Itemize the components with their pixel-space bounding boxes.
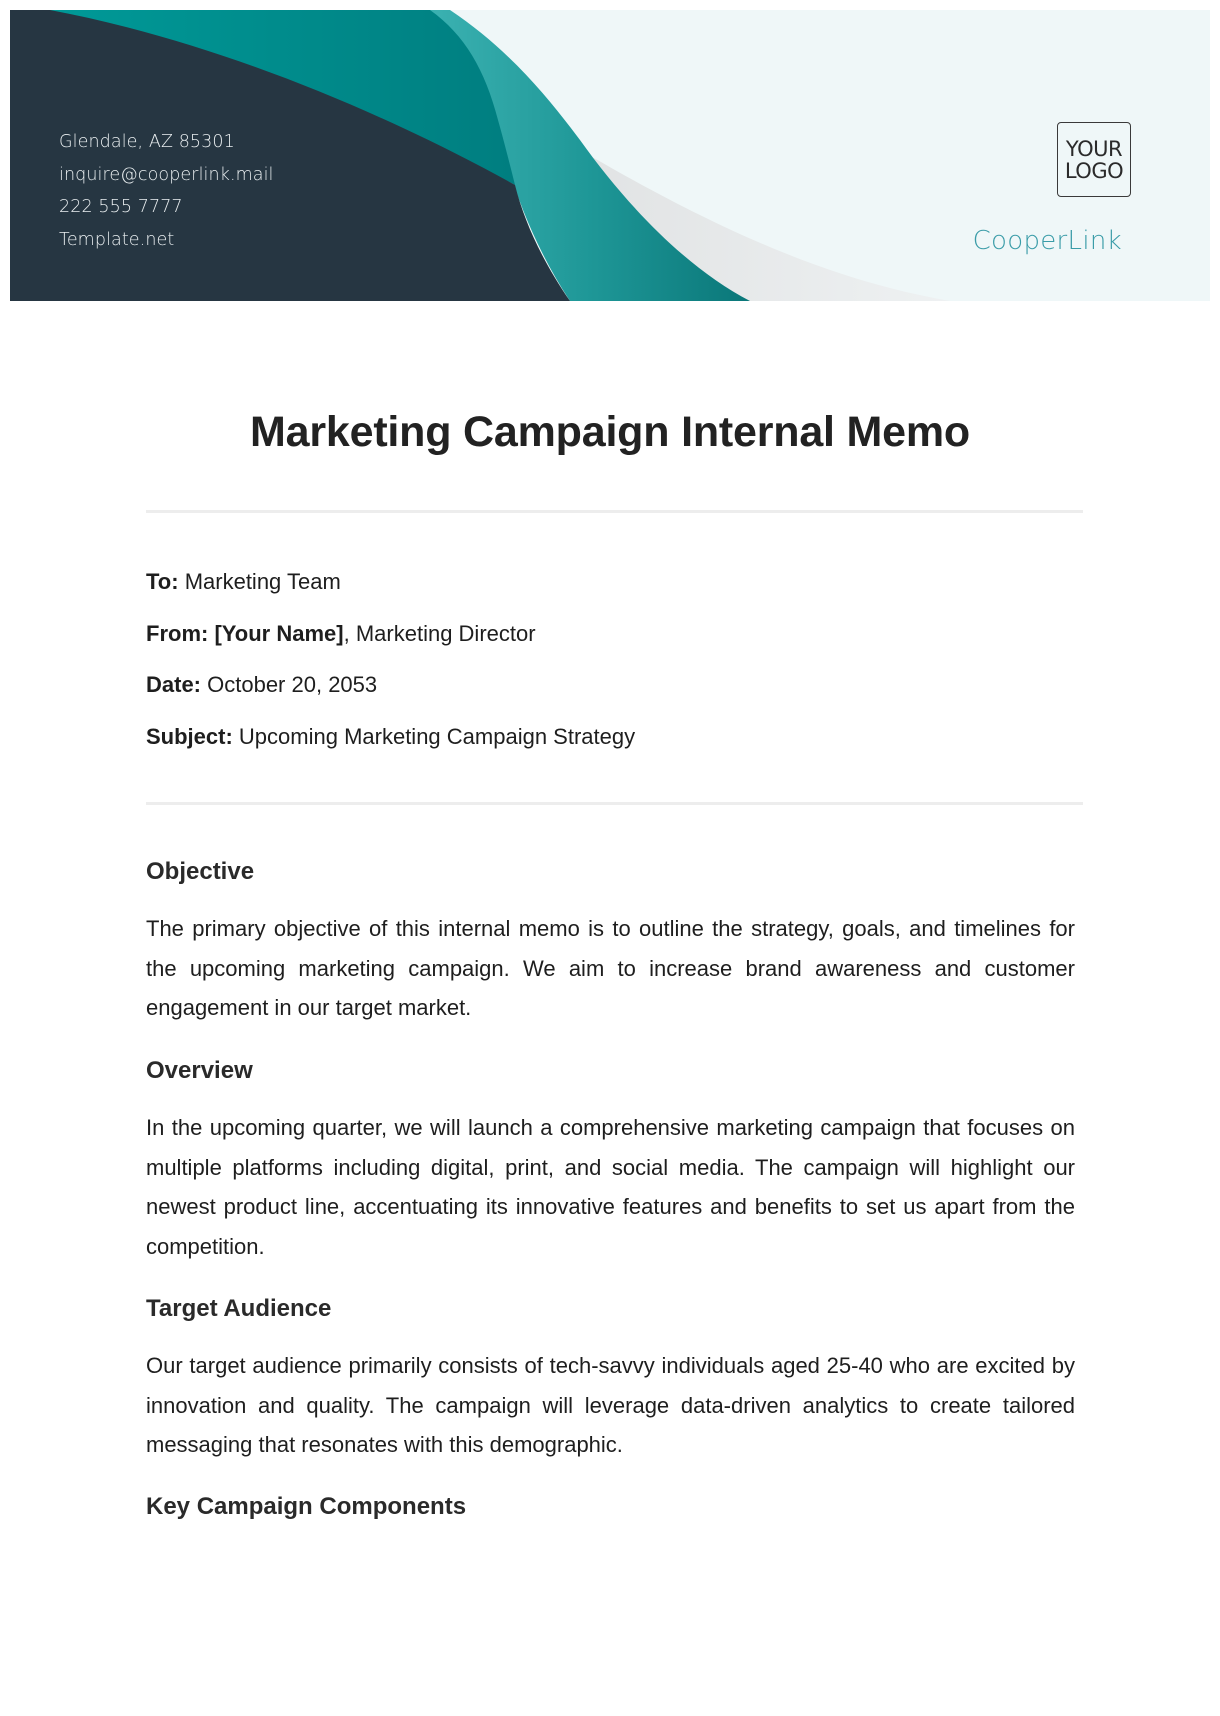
meta-from: [146, 620, 635, 672]
memo-meta: [146, 568, 635, 774]
contact-website[interactable]: Template.net: [59, 229, 175, 250]
section-overview: [146, 1056, 1075, 1266]
meta-date-label: Date:: [146, 672, 202, 697]
section-heading: Target Audience: [146, 1295, 332, 1322]
contact-email[interactable]: inquire@cooperlink.mail: [59, 164, 274, 185]
meta-date: [146, 671, 635, 723]
section-key-campaign-components: [146, 1492, 1075, 1522]
section-body: In the upcoming quarter, we will launch a comprehensive marketing campaign that focuses on multiple platforms including digital, print, and social media. The campaign will highlight our newest product line, accentuating its innovative features and benefits to set us apart from the competition.: [146, 1115, 1075, 1259]
meta-subject: [146, 723, 635, 775]
logo-text-line1: YOUR: [1065, 136, 1123, 161]
document-title: Marketing Campaign Internal Memo: [250, 408, 970, 456]
meta-to: [146, 568, 635, 620]
section-target-audience: [146, 1294, 1075, 1465]
meta-to-label: To:: [146, 569, 179, 594]
divider-bottom: [146, 802, 1083, 805]
meta-subject-value: Upcoming Marketing Campaign Strategy: [232, 723, 636, 749]
divider-top: [146, 510, 1083, 513]
company-name: CooperLink: [972, 226, 1122, 256]
meta-date-value: October 20, 2053: [201, 672, 378, 697]
letterhead-banner: [10, 10, 1210, 301]
contact-address: Glendale, AZ 85301: [59, 132, 235, 152]
meta-from-value: , Marketing Director: [343, 620, 536, 646]
section-body: Our target audience primarily consists of tech-savvy individuals aged 25-40 who are excited by innovation and quality. The campaign will leverage data-driven analytics to create tailored messaging that resonates with this demographic.: [146, 1353, 1075, 1457]
meta-subject-label: Subject:: [146, 723, 233, 749]
section-heading: Key Campaign Components: [146, 1493, 467, 1520]
meta-from-label: From: [Your Name]: [146, 620, 344, 646]
logo-text-line2: LOGO: [1064, 158, 1124, 183]
contact-phone: 222 555 7777: [59, 197, 183, 217]
section-heading: Objective: [146, 858, 255, 885]
section-heading: Overview: [146, 1057, 253, 1084]
logo-placeholder: [1057, 122, 1131, 197]
contact-info: [59, 132, 274, 262]
section-objective: [146, 857, 1075, 1028]
section-body: The primary objective of this internal memo is to outline the strategy, goals, and timelines for the upcoming marketing campaign. We aim to increase brand awareness and customer engagement in our target market.: [146, 916, 1075, 1020]
meta-to-value: Marketing Team: [178, 569, 341, 594]
